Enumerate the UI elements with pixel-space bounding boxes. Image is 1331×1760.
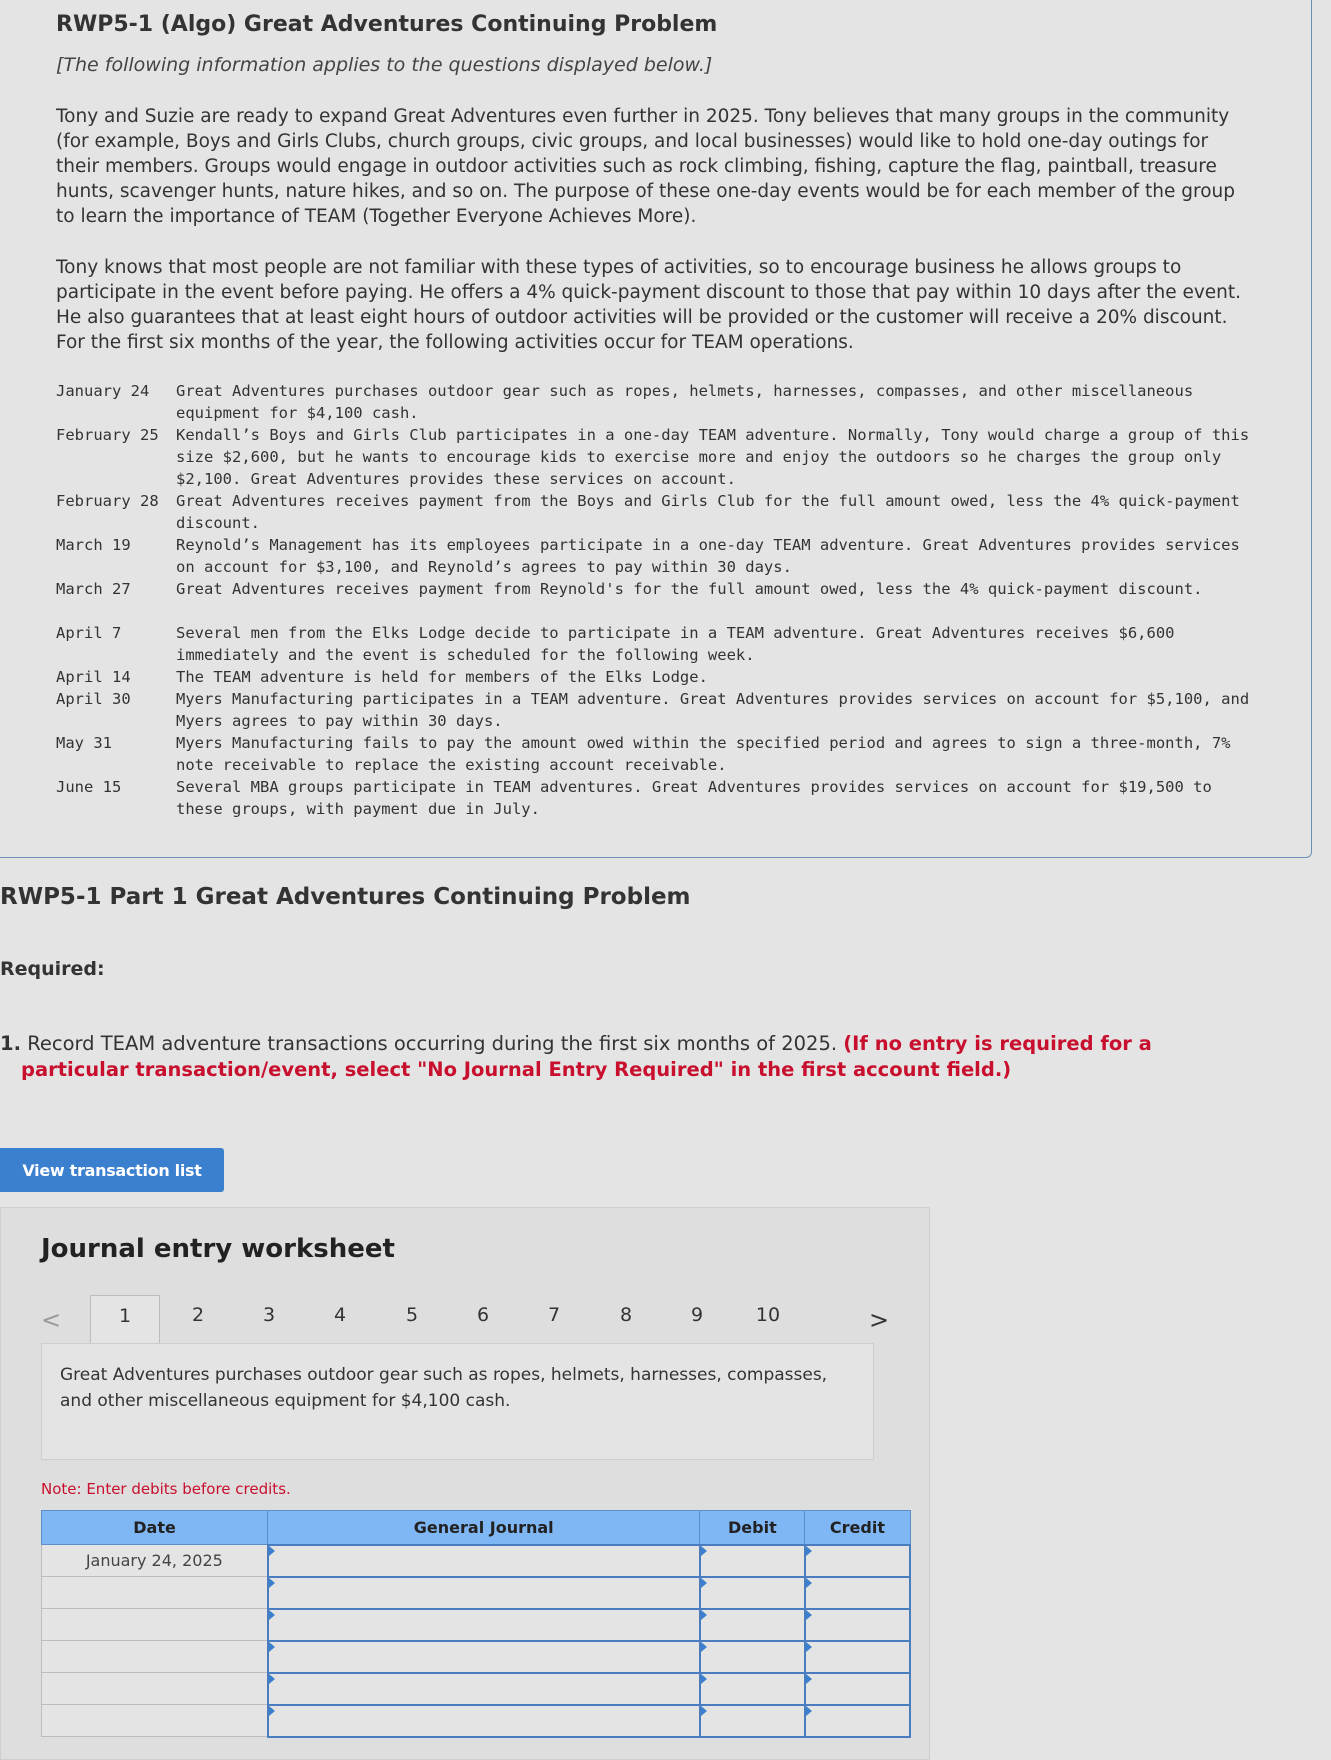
view-transaction-list-button[interactable]: View transaction list <box>0 1148 224 1192</box>
worksheet-tabs <box>1 1286 931 1346</box>
instruction-warning: (If no entry is required for a particular transaction/event, select "No Journal Entry Required" in the first account field.) <box>21 1032 1152 1081</box>
account-input[interactable] <box>268 1545 700 1577</box>
transaction-date: May 31 <box>56 734 112 752</box>
tab-5[interactable]: 5 <box>405 1304 419 1326</box>
debit-input[interactable] <box>700 1705 805 1737</box>
transaction-date: April 30 <box>56 690 131 708</box>
instruction-text: Record TEAM adventure transactions occurring during the first six months of 2025. <box>27 1032 838 1055</box>
transaction-desc: Great Adventures receives payment from the Boys and Girls Club for the full amount owed, less the 4% quick-payment discount. <box>176 492 1240 532</box>
problem-note: [The following information applies to the questions displayed below.] <box>56 54 713 76</box>
problem-title: RWP5-1 (Algo) Great Adventures Continuing Problem <box>56 12 718 37</box>
transaction-desc: Myers Manufacturing fails to pay the amount owed within the specified period and agrees to sign a three-month, 7% note receivable to replace the existing account receivable. <box>176 734 1231 774</box>
transaction-date: March 19 <box>56 536 131 554</box>
tab-9[interactable]: 9 <box>690 1304 704 1326</box>
account-input[interactable] <box>268 1609 700 1641</box>
transaction-date: January 24 <box>56 382 150 400</box>
credit-input[interactable] <box>805 1545 910 1577</box>
transaction-date: February 28 <box>56 492 159 510</box>
part-title: RWP5-1 Part 1 Great Adventures Continuing Problem <box>0 884 691 910</box>
date-cell <box>42 1673 268 1705</box>
credit-input[interactable] <box>805 1705 910 1737</box>
tab-7[interactable]: 7 <box>547 1304 561 1326</box>
info-panel <box>0 0 1312 858</box>
table-row <box>42 1705 911 1737</box>
credit-input[interactable] <box>805 1577 910 1609</box>
instruction <box>0 1031 1230 1083</box>
table-row <box>42 1609 911 1641</box>
chevron-right-icon[interactable]: > <box>869 1306 890 1334</box>
header-credit: Credit <box>805 1511 910 1545</box>
tab-6[interactable]: 6 <box>476 1304 490 1326</box>
transaction-date: June 15 <box>56 778 122 796</box>
transaction-desc: Kendall’s Boys and Girls Club participates in a one-day TEAM adventure. Normally, Tony would charge a group of this size $2,600, but he wants to encourage kids to exercise more and enjoy the outdoors so he charges the group only $2,100. Great Adventures provides these services on account. <box>176 426 1250 488</box>
tab-1[interactable]: 1 <box>90 1295 160 1345</box>
transaction-desc: Myers Manufacturing participates in a TEAM adventure. Great Adventures provides services on account for $5,100, and Myers agrees to pay within 30 days. <box>176 690 1250 730</box>
account-input[interactable] <box>268 1641 700 1673</box>
debit-input[interactable] <box>700 1577 805 1609</box>
debit-input[interactable] <box>700 1641 805 1673</box>
header-date: Date <box>42 1511 268 1545</box>
required-label: Required: <box>0 958 105 980</box>
transaction-description: Great Adventures purchases outdoor gear such as ropes, helmets, harnesses, compasses, and other miscellaneous equipment for $4,100 cash. <box>41 1343 874 1460</box>
transaction-desc: Several men from the Elks Lodge decide to participate in a TEAM adventure. Great Adventures receives $6,600 immediately and the event is scheduled for the following week. <box>176 624 1175 664</box>
tab-8[interactable]: 8 <box>619 1304 633 1326</box>
date-cell <box>42 1641 268 1673</box>
transaction-date: February 25 <box>56 426 159 444</box>
journal-table <box>41 1510 911 1738</box>
worksheet-title: Journal entry worksheet <box>41 1234 395 1264</box>
tab-10[interactable]: 10 <box>755 1304 781 1326</box>
transaction-date: April 7 <box>56 624 122 642</box>
table-row <box>42 1545 911 1577</box>
instruction-number: 1. <box>0 1032 21 1055</box>
transaction-desc: Great Adventures purchases outdoor gear such as ropes, helmets, harnesses, compasses, and other miscellaneous equipment for $4,100 cash. <box>176 382 1194 422</box>
table-row <box>42 1641 911 1673</box>
credit-input[interactable] <box>805 1673 910 1705</box>
tab-3[interactable]: 3 <box>262 1304 276 1326</box>
account-input[interactable] <box>268 1577 700 1609</box>
problem-paragraph-2: Tony knows that most people are not familiar with these types of activities, so to encourage business he allows groups to participate in the event before paying. He offers a 4% quick-payment discount to those that pay within 10 days after the event. He also guarantees that at least eight hours of outdoor activities will be provided or the customer will receive a 20% discount. For the first six months of the year, the following activities occur for TEAM operations. <box>56 257 1242 353</box>
transaction-desc: Great Adventures receives payment from Reynold's for the full amount owed, less the 4% quick-payment discount. <box>176 580 1203 598</box>
date-cell <box>42 1609 268 1641</box>
tab-4[interactable]: 4 <box>333 1304 347 1326</box>
debit-input[interactable] <box>700 1673 805 1705</box>
header-general-journal: General Journal <box>268 1511 700 1545</box>
date-cell <box>42 1705 268 1737</box>
journal-header-row <box>42 1511 911 1545</box>
table-row <box>42 1673 911 1705</box>
transaction-date: March 27 <box>56 580 131 598</box>
credit-input[interactable] <box>805 1641 910 1673</box>
transaction-desc: The TEAM adventure is held for members of the Elks Lodge. <box>176 668 708 686</box>
date-cell: January 24, 2025 <box>42 1545 268 1577</box>
debit-input[interactable] <box>700 1609 805 1641</box>
account-input[interactable] <box>268 1673 700 1705</box>
header-debit: Debit <box>700 1511 805 1545</box>
account-input[interactable] <box>268 1705 700 1737</box>
debit-input[interactable] <box>700 1545 805 1577</box>
date-cell <box>42 1577 268 1609</box>
credit-input[interactable] <box>805 1609 910 1641</box>
table-row <box>42 1577 911 1609</box>
transaction-desc: Several MBA groups participate in TEAM adventures. Great Adventures provides services on account for $19,500 to these groups, with payment due in July. <box>176 778 1212 818</box>
transaction-desc: Reynold’s Management has its employees participate in a one-day TEAM adventure. Great Adventures provides services on account for $3,100, and Reynold’s agrees to pay within 30 days. <box>176 536 1240 576</box>
transaction-date: April 14 <box>56 668 131 686</box>
tab-2[interactable]: 2 <box>191 1304 205 1326</box>
problem-paragraph-1: Tony and Suzie are ready to expand Great Adventures even further in 2025. Tony believes that many groups in the community (for example, Boys and Girls Clubs, church groups, civic groups, and local businesses) would like to hold one-day outings for their members. Groups would engage in outdoor activities such as rock climbing, fishing, capture the flag, paintball, treasure hunts, scavenger hunts, nature hikes, and so on. The purpose of these one-day events would be for each member of the group to learn the importance of TEAM (Together Everyone Achieves More). <box>56 106 1235 227</box>
chevron-left-icon[interactable]: < <box>41 1306 62 1334</box>
journal-entry-worksheet <box>0 1207 930 1760</box>
worksheet-note: Note: Enter debits before credits. <box>41 1480 291 1498</box>
